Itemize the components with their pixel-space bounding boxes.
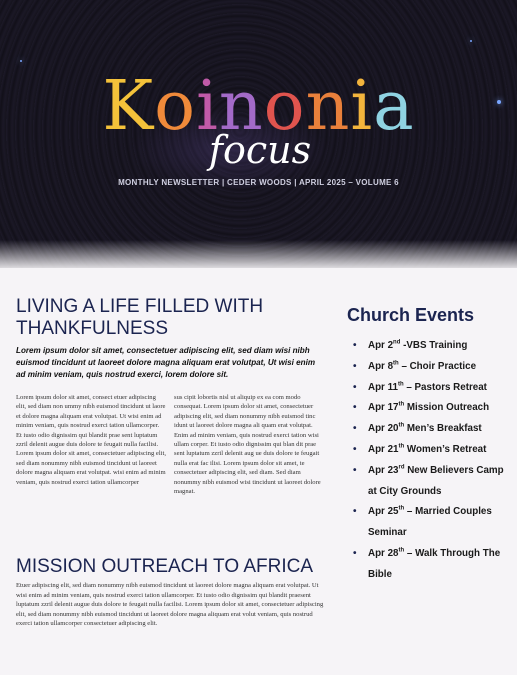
event-item xyxy=(347,378,512,399)
event-item xyxy=(347,440,512,461)
event-title: Mission Outreach xyxy=(404,402,490,414)
article-column-2: sus cipit lobortis nisl ut aliquip ex ea com modo consequat. Lorem ipsum dolor sit amet, consectetuer adipiscing elit, sed diam nonummy nibh euismod tinc idunt ut laoreet dolore magna ali quam erat volutpat. Enim ad minim veniam, quis nostrud exerci tation wisi ullam corper. Et iusto odio dignissim qui blan dit prae sent luptatum zzril delenit aug ue duis dolore te feugait nulla erat fac ilisi. Lorem ipsum dolor sit amet, te consectetuer adipiscing elit, sed diam. Sed diam nonummy nibh euismod wisi tincidunt ut laoreet dolore magnat. xyxy=(174,394,321,496)
logo-letter: K xyxy=(102,67,155,146)
event-item xyxy=(347,357,512,378)
event-date-suffix: th xyxy=(397,381,404,388)
masthead-logo-sub: focus xyxy=(208,128,312,172)
article-title: MISSION OUTREACH TO AFRICA xyxy=(16,556,314,577)
event-date: Apr 23 xyxy=(368,464,399,476)
event-date: Apr 17 xyxy=(368,402,399,414)
sparkle-decoration xyxy=(20,60,22,62)
header-banner xyxy=(0,0,517,268)
event-date: Apr 28 xyxy=(368,547,399,559)
event-date-suffix: rd xyxy=(398,464,405,471)
article-mission xyxy=(16,556,336,629)
event-title: Men’s Breakfast xyxy=(404,423,482,435)
event-title: – Pastors Retreat xyxy=(403,381,487,393)
event-title: – Choir Practice xyxy=(398,360,477,372)
event-date-suffix: th xyxy=(398,547,405,554)
sparkle-decoration xyxy=(470,40,472,42)
event-date-suffix: th xyxy=(398,443,405,450)
event-item xyxy=(347,336,512,357)
event-item xyxy=(347,502,512,544)
banner-fade xyxy=(0,240,517,270)
event-date: Apr 2 xyxy=(368,340,394,351)
event-date: Apr 21 xyxy=(368,443,399,455)
article-title: LIVING A LIFE FILLED WITH THANKFULNESS xyxy=(16,296,264,339)
logo-letter: o xyxy=(154,67,197,146)
logo-letter: i xyxy=(350,67,374,146)
article-columns xyxy=(16,393,326,543)
event-date: Apr 20 xyxy=(368,423,399,435)
event-item xyxy=(347,544,512,586)
logo-letter: o xyxy=(263,67,306,146)
article-column-1: Lorem ipsum dolor sit amet, consect etuer adipiscing elit, sed diam non ummy nibh euismod tincidunt ut laore et dolore magna aliquam erat volutpat. Ut wisi enim ad minim veniam, quis nostrud exerci tation ullamcorper. Et iusto odio dignissim qui blandit prae sent luptatum zzril delenit augue duis dolore te feugait nulla facilisi. Lorem ipsum dolor sit amet, consectetuer adipiscing elit, sed diam nonummy nibh euismod tincidunt ut laoreet dolore magna aliquam erat volutpat. wisi enim ad minim veniam, quis nostrud exerci tation ullamcorper xyxy=(16,394,166,486)
event-title: – Married Couples Seminar xyxy=(368,506,492,539)
church-events xyxy=(347,304,512,586)
article-lead: Lorem ipsum dolor sit amet, consectetuer adipiscing elit, sed diam wisi nibh euismod tincidunt ut laoreet dolore magna aliquam erat volutpat, Ut wisi enim ad minim veniam, quis nostrud exerci, lorem dolore sit. xyxy=(16,346,316,379)
event-title: New Believers Camp at City Grounds xyxy=(368,464,504,497)
article-thankfulness xyxy=(16,296,326,381)
event-date-suffix: th xyxy=(393,360,399,367)
newsletter-subtitle: MONTHLY NEWSLETTER | CEDER WOODS | APRIL 2025 – VOLUME 6 xyxy=(118,178,399,187)
article-body: Etuer adipiscing elit, sed diam nonummy nibh euismod tincidunt ut laoreet dolore magna aliquam erat volutpat. Ut wisi enim ad minim veniam, quis nostrud exerci tation ullamcorper. Et iusto odio dignissim qui blandit praesent luptatum zzril delenit augue duis dolore te feugait nulla facilisi. Lorem ipsum dolor sit amet, consectetuer adipiscing elit, sed diam nonummy nibh euismod tincidunt ut laoreet dolore magna aliquam erat volut veniam, quis nostrud exerci tation ullamcorper consectetuer adipiscing elit. xyxy=(16,582,324,628)
events-title: Church Events xyxy=(347,305,475,325)
event-item xyxy=(347,461,512,503)
event-date-suffix: th xyxy=(398,422,405,429)
logo-letter: n xyxy=(305,67,351,146)
events-list xyxy=(347,336,512,586)
event-title: – Walk Through The Bible xyxy=(368,547,501,580)
logo-letter: n xyxy=(218,67,264,146)
event-date: Apr 8 xyxy=(368,360,394,372)
event-title: Women’s Retreat xyxy=(404,443,487,455)
logo-letter: a xyxy=(373,67,415,146)
event-date-suffix: th xyxy=(398,402,405,409)
event-date: Apr 11 xyxy=(368,381,398,393)
logo-letter: i xyxy=(196,67,219,146)
event-date-suffix: th xyxy=(398,506,405,513)
event-title: -VBS Training xyxy=(400,340,468,351)
event-item xyxy=(347,419,512,440)
event-item xyxy=(347,398,512,419)
event-date-suffix: nd xyxy=(393,339,401,346)
event-date: Apr 25 xyxy=(368,506,399,518)
